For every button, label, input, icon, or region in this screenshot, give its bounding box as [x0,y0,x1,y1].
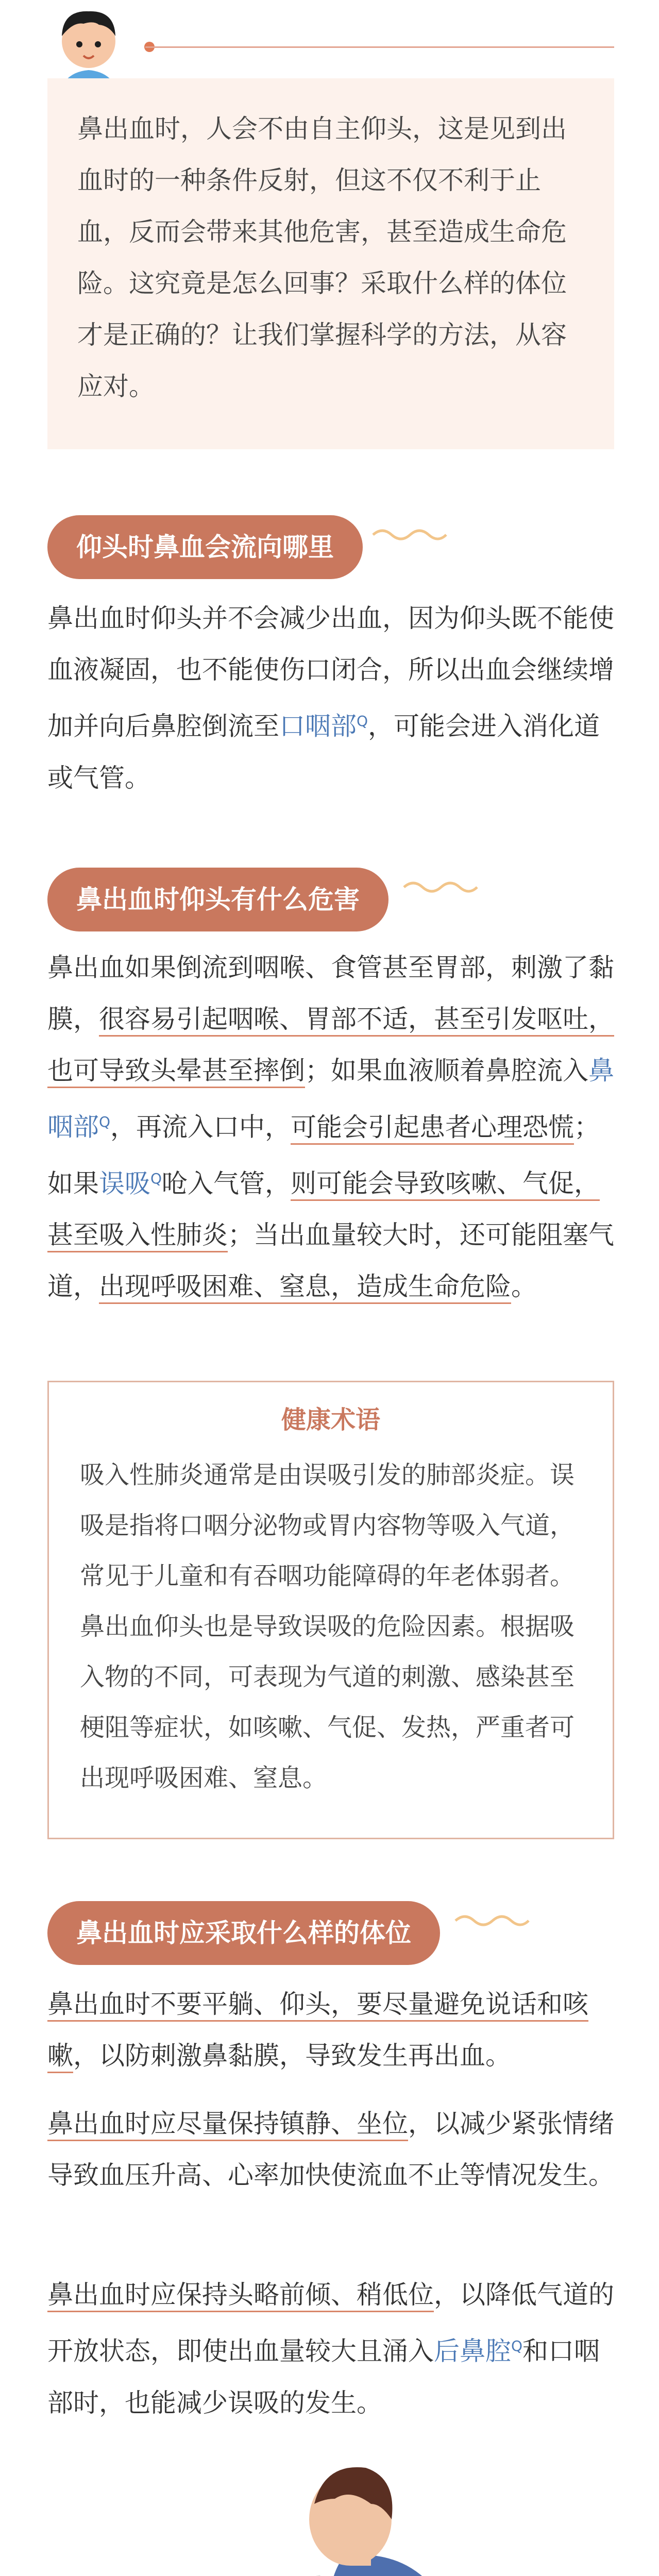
intro-text: 鼻出血时，人会不由自主仰头，这是见到出血时的一种条件反射，但这不仅不利于止血，反而会带来其他危害，甚至造成生命危险。这究竟是怎么回事？采取什么样的体位才是正确的？让我们掌握科学的方法，从容应对。 [77,114,567,401]
health-term-title: 健康术语 [281,1405,380,1434]
link-biyanbu[interactable]: 鼻咽部 [47,1056,614,1142]
wave-decoration-icon [371,524,448,545]
wave-decoration-icon [453,1910,531,1931]
search-q-icon[interactable]: Q [511,2337,523,2354]
link-houbiqiang[interactable]: 后鼻腔 [434,2336,511,2366]
section-1-paragraph: 鼻出血时仰头并不会减少出血，因为仰头既不能使血液凝固，也不能使伤口闭合，所以出血会继续增加并向后鼻腔倒流至口咽部$^Q$，可能会进入消化道或气管。 [47,603,614,793]
section-heading-3-text: 鼻出血时应采取什么样的体位 [76,1918,411,1948]
wave-decoration-icon [402,877,479,897]
section-2-paragraph: 鼻出血如果倒流到咽喉、食管甚至胃部，刺激了黏膜，很容易引起咽喉、胃部不适，甚至引发呕吐，也可导致头晕甚至摔倒；如果血液顺着鼻腔流入鼻咽部$^Q$，再流入口中，可能会引起患者心理恐慌；如果误吸$^Q$呛入气管，则可能会导致咳嗽、气促，甚至吸入性肺炎；当出血量较大时，还可能阻塞气道，出现呼吸困难、窒息，造成生命危险。 [47,942,614,1312]
health-term-text: 吸入性肺炎通常是由误吸引发的肺部炎症。误吸是指将口咽分泌物或胃内容物等吸入气道，常见于儿童和有吞咽功能障碍的年老体弱者。鼻出血仰头也是导致误吸的危险因素。根据吸入物的不同，可表现为气道的刺激、感染甚至梗阻等症状，如咳嗽、气促、发热，严重者可出现呼吸困难、窒息。 [80,1461,575,1792]
section-heading-2 [47,868,388,931]
search-q-icon[interactable]: Q [150,1170,162,1187]
nosebleed-posture-illustration-icon [242,2427,489,2576]
link-wuxi[interactable]: 误吸 [99,1168,150,1199]
section-3-paragraph-3: 鼻出血时应保持头略前倾、稍低位，以降低气道的开放状态，即使出血量较大且涌入后鼻腔$^Q$和口咽部时，也能减少误吸的发生。 [47,2280,614,2418]
link-kouyanbu[interactable]: 口咽部 [279,711,357,741]
section-3-paragraph-2: 鼻出血时应尽量保持镇静、坐位，以减少紧张情绪导致血压升高、心率加快使流血不止等情况发生。 [47,2109,614,2190]
section-heading-3 [47,1901,440,1965]
section-heading-2-text: 鼻出血时仰头有什么危害 [76,885,360,914]
search-q-icon[interactable]: Q [99,1113,111,1130]
section-heading-1-text: 仰头时鼻血会流向哪里 [76,532,334,562]
section-heading-1 [47,515,363,579]
section-3-paragraph-1: 鼻出血时不要平躺、仰头，要尽量避免说话和咳嗽，以防刺激鼻黏膜，导致发生再出血。 [47,1978,614,2081]
title-divider [145,46,614,48]
search-q-icon[interactable]: Q [357,713,368,730]
health-term-box [47,1381,614,1839]
